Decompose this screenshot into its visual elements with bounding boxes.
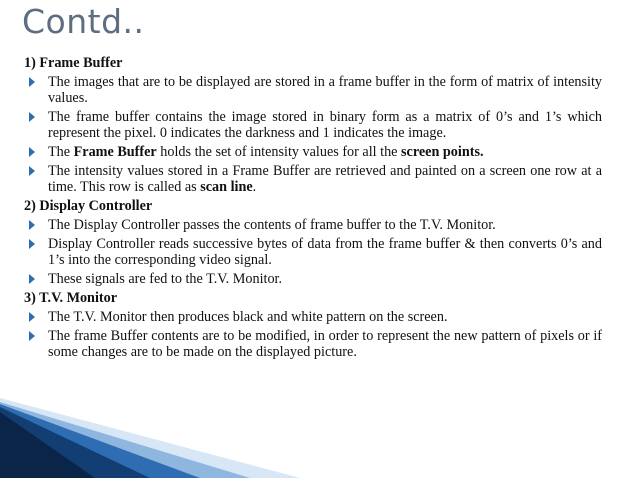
triangle-bullet-icon xyxy=(29,112,35,122)
section-heading: 3) T.V. Monitor xyxy=(24,290,118,306)
bullet-text xyxy=(48,163,602,195)
text-run: The images that are to be displayed are stored in a frame buffer in the form of matrix of intensity values. xyxy=(48,74,602,106)
text-run: The Display Controller passes the contents of frame buffer to the T.V. Monitor. xyxy=(48,217,496,233)
bold-text-run: Frame Buffer xyxy=(73,144,157,160)
triangle-bullet-icon xyxy=(29,239,35,249)
text-run: The xyxy=(48,144,74,160)
triangle-bullet-icon xyxy=(29,147,35,157)
bullet-text xyxy=(48,217,602,233)
triangle-bullet-icon xyxy=(29,331,35,341)
text-run: Display Controller reads successive bytes of data from the frame buffer & then converts 0’s and 1’s into the corresponding video signal. xyxy=(48,236,602,268)
bullet-text xyxy=(48,236,602,268)
triangle-bullet-icon xyxy=(29,312,35,322)
text-run: These signals are fed to the T.V. Monitor. xyxy=(48,271,283,287)
bullet-text xyxy=(48,271,602,287)
triangle-bullet-icon xyxy=(29,166,35,176)
bold-text-run: scan line xyxy=(200,179,253,195)
bullet-item xyxy=(24,271,602,287)
bullet-text xyxy=(48,328,602,360)
bullet-item xyxy=(24,236,602,268)
bullet-item xyxy=(24,109,602,141)
text-run: The intensity values stored in a Frame Buffer are retrieved and painted on a screen one row at a time. This row is called as xyxy=(48,163,602,195)
bullet-item xyxy=(24,144,602,160)
bullet-text xyxy=(48,144,602,160)
text-run: The frame Buffer contents are to be modified, in order to represent the new pattern of pixels or if some changes are to be made on the displayed picture. xyxy=(48,328,602,360)
triangle-bullet-icon xyxy=(29,274,35,284)
triangle-bullet-icon xyxy=(29,77,35,87)
text-run: . xyxy=(252,179,257,195)
bullet-text xyxy=(48,109,602,141)
bullet-item xyxy=(24,217,602,233)
bullet-text xyxy=(48,309,602,325)
bullet-item xyxy=(24,328,602,360)
slide-content xyxy=(24,53,602,363)
bullet-item xyxy=(24,74,602,106)
triangle-bullet-icon xyxy=(29,220,35,230)
bullet-text xyxy=(48,74,602,106)
slide-title: Contd.. xyxy=(22,2,145,41)
text-run: The frame buffer contains the image stored in binary form as a matrix of 0’s and 1’s which represent the pixel. 0 indicates the darkness and 1 indicates the image. xyxy=(48,109,602,141)
bold-text-run: screen points. xyxy=(401,144,484,160)
bullet-item xyxy=(24,163,602,195)
text-run: The T.V. Monitor then produces black and white pattern on the screen. xyxy=(48,309,448,325)
text-run: holds the set of intensity values for all the xyxy=(156,144,402,160)
bullet-item xyxy=(24,309,602,325)
section-heading: 1) Frame Buffer xyxy=(24,55,123,71)
section-heading: 2) Display Controller xyxy=(24,198,153,214)
